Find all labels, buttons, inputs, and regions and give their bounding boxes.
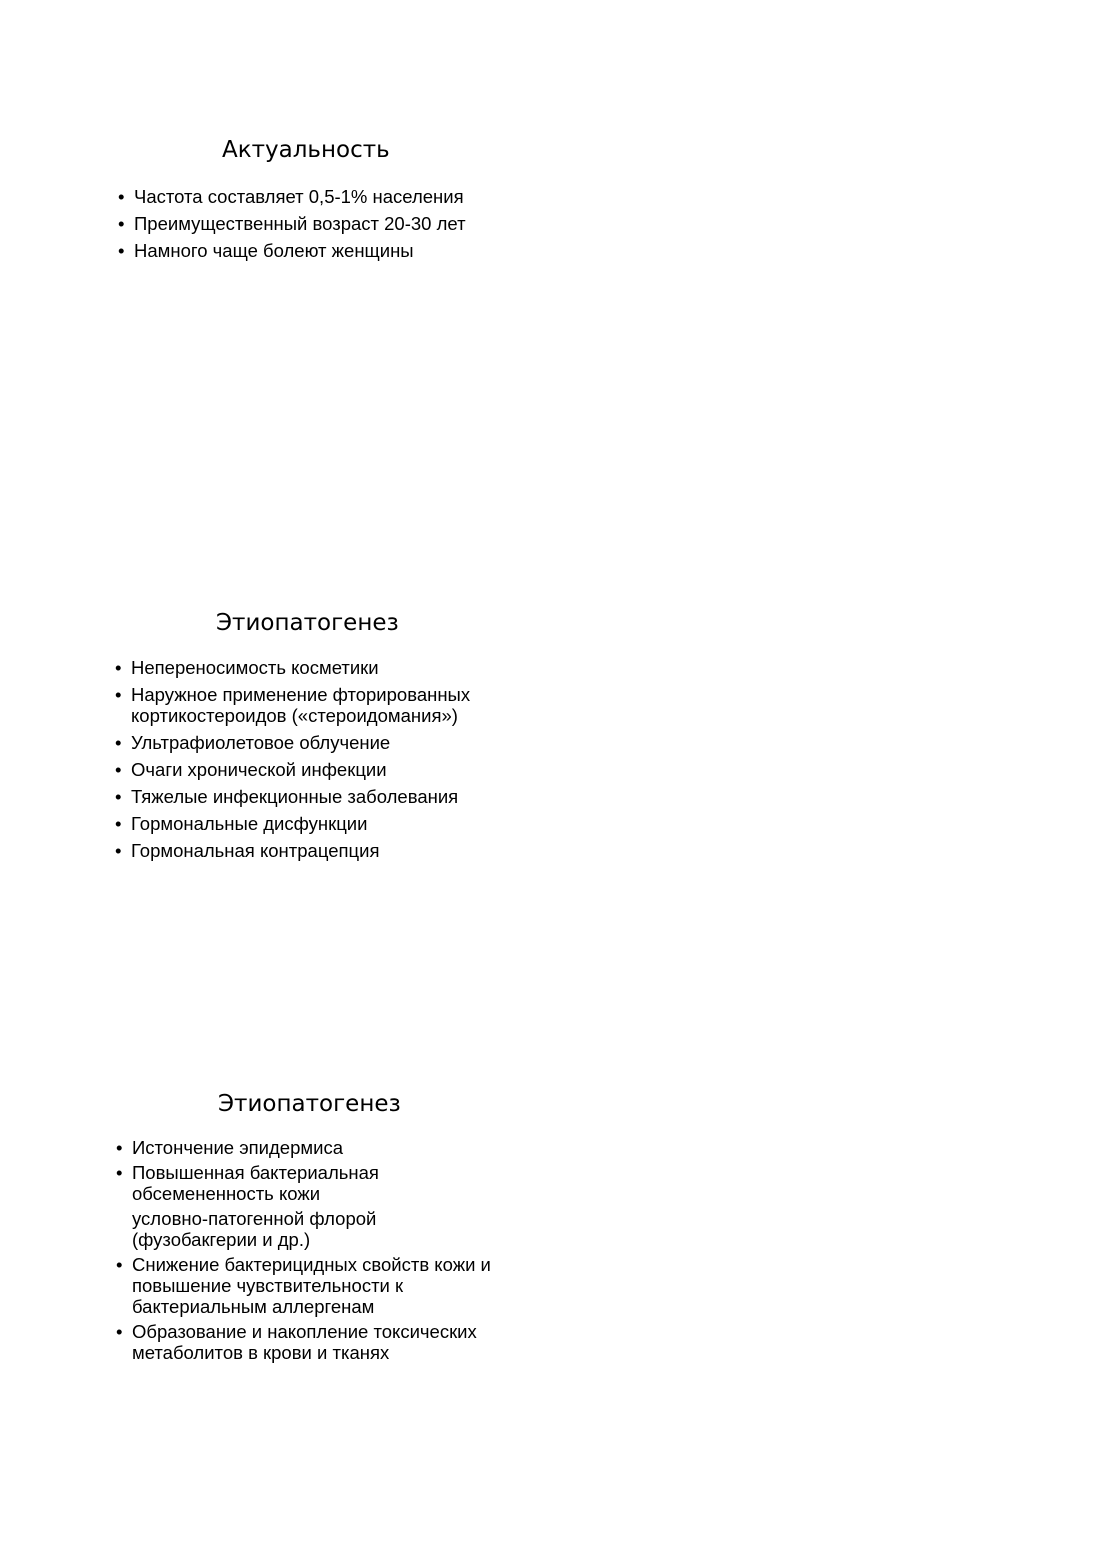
list-item-text: кортикостероидов («стероидомания») xyxy=(131,705,458,726)
bullet-dot-icon: • xyxy=(118,240,125,261)
list-item-text: (фузобакгерии и др.) xyxy=(132,1229,311,1250)
list-item xyxy=(116,1162,491,1204)
bullet-dot-icon: • xyxy=(115,840,122,861)
bullet-dot-icon: • xyxy=(118,213,125,234)
list-item-text: Образование и накопление токсических xyxy=(132,1321,477,1342)
list-item-text: Преимущественный возраст 20-30 лет xyxy=(134,213,466,234)
list-item-text: Частота составляет 0,5-1% населения xyxy=(134,186,464,207)
slide-title: Этиопатогенез xyxy=(218,1091,401,1117)
bullet-dot-icon: • xyxy=(115,657,122,678)
list-item-text: повышение чувствительности к xyxy=(132,1275,404,1296)
list-item xyxy=(116,1321,491,1363)
bullet-dot-icon: • xyxy=(115,759,122,780)
bullet-dot-icon: • xyxy=(116,1254,123,1275)
bullet-dot-icon: • xyxy=(115,786,122,807)
list-item-text: Намного чаще болеют женщины xyxy=(134,240,414,261)
bullet-dot-icon: • xyxy=(115,732,122,753)
list-item-text: метаболитов в крови и тканях xyxy=(132,1342,390,1363)
bullet-dot-icon: • xyxy=(116,1162,123,1183)
slide-title: Актуальность xyxy=(222,137,390,163)
bullet-list xyxy=(116,1137,491,1367)
bullet-dot-icon: • xyxy=(116,1137,123,1158)
bullet-dot-icon: • xyxy=(118,186,125,207)
list-item-text: Истончение эпидермиса xyxy=(132,1137,343,1158)
list-item-text: Очаги хронической инфекции xyxy=(131,759,387,780)
list-item-text: Непереносимость косметики xyxy=(131,657,379,678)
list-item-text: бактериальным аллергенам xyxy=(132,1296,375,1317)
list-item xyxy=(116,1208,491,1250)
bullet-dot-icon: • xyxy=(115,813,122,834)
list-item-text: Тяжелые инфекционные заболевания xyxy=(131,786,459,807)
bullet-dot-icon: • xyxy=(116,1321,123,1342)
list-item xyxy=(116,1254,491,1317)
bullet-dot-icon: • xyxy=(115,684,122,705)
list-item-text: Ультрафиолетовое облучение xyxy=(131,732,391,753)
list-item-text: Снижение бактерицидных свойств кожи и xyxy=(132,1254,491,1275)
list-item-text: условно-патогенной флорой xyxy=(132,1208,377,1229)
list-item-text: обсемененность кожи xyxy=(132,1183,321,1204)
list-item-text: Гормональные дисфункции xyxy=(131,813,368,834)
list-item xyxy=(116,1137,491,1158)
list-item-text: Гормональная контрацепция xyxy=(131,840,380,861)
list-item-text: Повышенная бактериальная xyxy=(132,1162,379,1183)
slide-title: Этиопатогенез xyxy=(216,610,399,636)
list-item-text: Наружное применение фторированных xyxy=(131,684,471,705)
